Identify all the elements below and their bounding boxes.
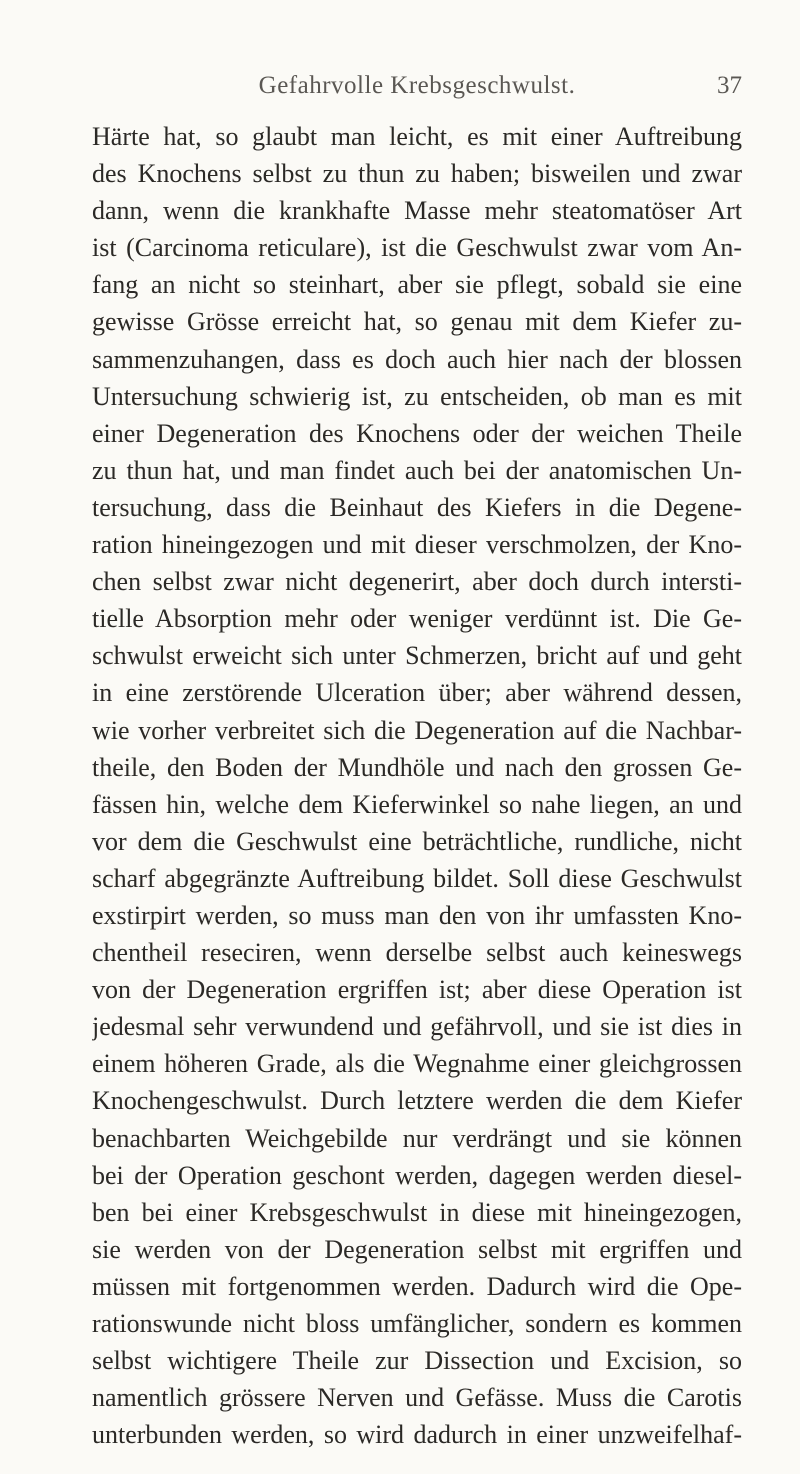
text-line: vor dem die Geschwulst eine beträchtliche, rundliche, nicht: [92, 826, 742, 856]
page-number: 37: [717, 72, 742, 99]
text-line: chentheil reseciren, wenn derselbe selbst auch keineswegs: [92, 938, 742, 968]
text-line: Härte hat, so glaubt man leicht, es mit einer Auftreibung: [92, 122, 742, 151]
text-line: scharf abgegränzte Auftreibung bildet. Soll diese Geschwulst: [92, 863, 742, 893]
text-line: bei der Operation geschont werden, dagegen werden diesel-: [92, 1160, 742, 1190]
text-line: von der Degeneration ergriffen ist; aber diese Operation ist: [92, 975, 742, 1005]
text-line: müssen mit fortgenommen werden. Dadurch wird die Ope-: [92, 1271, 742, 1301]
text-line: unterbunden werden, so wird dadurch in einer unzweifelhaf-: [92, 1420, 742, 1450]
body-text: [92, 118, 742, 1453]
text-line: fang an nicht so steinhart, aber sie pflegt, sobald sie eine: [92, 270, 742, 300]
text-line: tersuchung, dass die Beinhaut des Kiefers in die Degene-: [92, 492, 742, 522]
text-line: schwulst erweicht sich unter Schmerzen, bricht auf und geht: [92, 641, 742, 671]
text-line: sie werden von der Degeneration selbst mit ergriffen und: [92, 1234, 742, 1264]
text-line: Knochengeschwulst. Durch letztere werden die dem Kiefer: [92, 1086, 742, 1116]
text-line: einer Degeneration des Knochens oder der weichen Theile: [92, 418, 742, 448]
text-line: ben bei einer Krebsgeschwulst in diese mit hineingezogen,: [92, 1197, 742, 1227]
text-line: fässen hin, welche dem Kieferwinkel so nahe liegen, an und: [92, 789, 742, 819]
text-line: ration hineingezogen und mit dieser verschmolzen, der Kno-: [92, 530, 742, 560]
text-line: namentlich grössere Nerven und Gefässe. Muss die Carotis: [92, 1383, 742, 1413]
text-line: selbst wichtigere Theile zur Dissection und Excision, so: [92, 1346, 742, 1376]
running-head: [92, 72, 742, 102]
text-line: ist (Carcinoma reticulare), ist die Geschwulst zwar vom An-: [92, 233, 742, 263]
text-line: dann, wenn die krankhafte Masse mehr steatomatöser Art: [92, 196, 742, 226]
text-line: des Knochens selbst zu thun zu haben; bisweilen und zwar: [92, 159, 742, 189]
text-line: benachbarten Weichgebilde nur verdrängt und sie können: [92, 1123, 742, 1153]
text-line: zu thun hat, und man findet auch bei der anatomischen Un-: [92, 455, 742, 485]
text-line: einem höheren Grade, als die Wegnahme einer gleichgrossen: [92, 1049, 742, 1079]
text-line: exstirpirt werden, so muss man den von ihr umfassten Kno-: [92, 900, 742, 930]
text-line: jedesmal sehr verwundend und gefährvoll, und sie ist dies in: [92, 1012, 742, 1042]
text-line: wie vorher verbreitet sich die Degeneration auf die Nachbar-: [92, 715, 742, 745]
text-line: chen selbst zwar nicht degenerirt, aber doch durch intersti-: [92, 567, 742, 597]
text-line: rationswunde nicht bloss umfänglicher, sondern es kommen: [92, 1309, 742, 1338]
text-line: in eine zerstörende Ulceration über; aber während dessen,: [92, 678, 742, 708]
text-line: tielle Absorption mehr oder weniger verdünnt ist. Die Ge-: [92, 604, 742, 634]
text-line: theile, den Boden der Mundhöle und nach den grossen Ge-: [92, 752, 742, 782]
running-title: Gefahrvolle Krebsgeschwulst.: [258, 72, 576, 99]
text-line: Untersuchung schwierig ist, zu entscheiden, ob man es mit: [92, 381, 742, 411]
text-line: gewisse Grösse erreicht hat, so genau mit dem Kiefer zu-: [92, 307, 742, 337]
text-line: sammenzuhangen, dass es doch auch hier nach der blossen: [92, 344, 742, 374]
